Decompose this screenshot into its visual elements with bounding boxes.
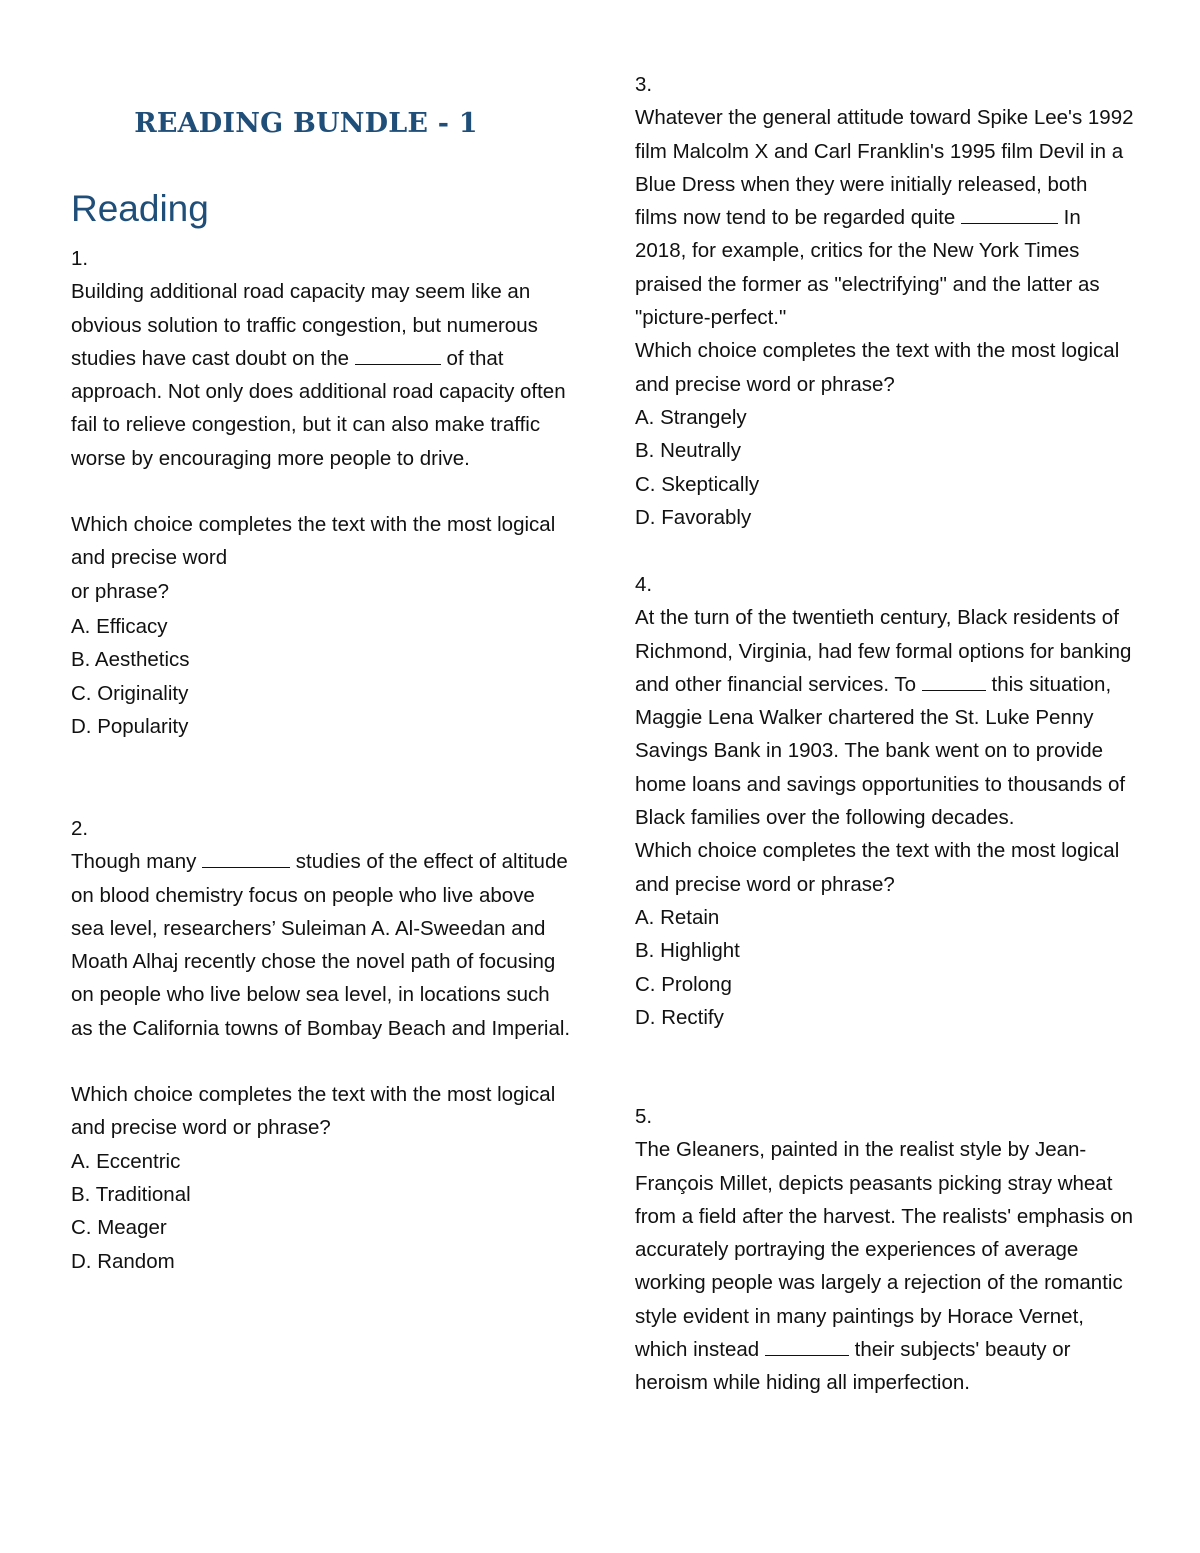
answer-blank xyxy=(765,1337,849,1356)
question-number: 1. xyxy=(71,247,89,270)
answer-blank xyxy=(961,205,1058,224)
answer-option-c: C. Skeptically xyxy=(635,472,760,496)
passage-text: their subjects' beauty or heroism while hiding all imperfection. xyxy=(635,1338,1071,1395)
question-passage xyxy=(635,1133,1135,1399)
answer-blank xyxy=(355,346,441,365)
passage-text: this situation, Maggie Lena Walker chartered the St. Luke Penny Savings Bank in 1903. The bank went on to provide home loans and savings opportunities to thousands of Black families over the following decades. xyxy=(635,672,1126,830)
question-prompt: or phrase? xyxy=(71,579,170,603)
answer-option-c: C. Meager xyxy=(71,1216,167,1240)
answer-option-d: D. Random xyxy=(71,1249,175,1273)
answer-option-d: D. Favorably xyxy=(635,505,752,529)
answer-blank xyxy=(922,672,986,691)
passage-text: Though many xyxy=(71,850,197,874)
answer-options xyxy=(71,610,571,743)
passage-text: The Gleaners, painted in the realist style by Jean-François Millet, depicts peasants picking stray wheat from a field after the harvest. The realists' emphasis on accurately portraying the experiences of average working people was largely a rejection of the romantic style evident in many paintings by Horace Vernet, which instead xyxy=(635,1138,1134,1362)
question-number: 5. xyxy=(635,1105,653,1128)
answer-option-c: C. Originality xyxy=(71,681,189,705)
question-passage xyxy=(635,101,1135,334)
question-4 xyxy=(635,568,1135,1034)
answer-option-a: A. Eccentric xyxy=(71,1149,181,1173)
passage-text: of that approach. Not only does additional road capacity often fail to relieve congestion, but it can also make traffic worse by encouraging more people to drive. xyxy=(71,346,566,470)
question-2 xyxy=(71,812,571,1278)
answer-option-c: C. Prolong xyxy=(635,972,732,996)
question-prompt: Which choice completes the text with the most logical and precise word or phrase? xyxy=(635,339,1120,396)
question-passage xyxy=(635,601,1135,834)
answer-options xyxy=(71,1145,571,1278)
question-number: 2. xyxy=(71,817,89,840)
question-prompt: Which choice completes the text with the most logical and precise word or phrase? xyxy=(71,1083,556,1140)
answer-option-a: A. Efficacy xyxy=(71,614,168,638)
answer-option-a: A. Retain xyxy=(635,905,720,929)
question-5 xyxy=(635,1100,1135,1400)
section-heading: Reading xyxy=(71,188,209,229)
question-prompt: Which choice completes the text with the most logical and precise word or phrase? xyxy=(635,839,1120,896)
passage-text: In 2018, for example, critics for the New York Times praised the former as "electrifying" and the latter as "picture-perfect." xyxy=(635,206,1100,330)
question-prompt: Which choice completes the text with the most logical and precise word xyxy=(71,513,556,570)
answer-option-b: B. Highlight xyxy=(635,939,740,963)
answer-option-d: D. Rectify xyxy=(635,1005,724,1029)
answer-blank xyxy=(202,849,290,868)
question-number: 3. xyxy=(635,73,653,96)
answer-option-b: B. Traditional xyxy=(71,1182,191,1206)
question-passage xyxy=(71,275,571,475)
question-number: 4. xyxy=(635,573,653,596)
answer-option-d: D. Popularity xyxy=(71,714,189,738)
passage-text: Whatever the general attitude toward Spike Lee's 1992 film Malcolm X and Carl Franklin's 1995 film Devil in a Blue Dress when they were initially released, both films now tend to be regarded quite xyxy=(635,106,1134,230)
passage-text: Building additional road capacity may seem like an obvious solution to traffic congestion, but numerous studies have cast doubt on the xyxy=(71,280,538,370)
passage-text: At the turn of the twentieth century, Black residents of Richmond, Virginia, had few formal options for banking and other financial services. To xyxy=(635,606,1132,696)
answer-options xyxy=(635,901,1135,1034)
question-3 xyxy=(635,68,1135,534)
question-1 xyxy=(71,242,571,743)
answer-options xyxy=(635,401,1135,534)
passage-text: studies of the effect of altitude on blood chemistry focus on people who live above sea level, researchers’ Suleiman A. Al-Sweedan and Moath Alhaj recently chose the novel path of focusing on people who live below sea level, in locations such as the California towns of Bombay Beach and Imperial. xyxy=(71,850,571,1040)
answer-option-b: B. Aesthetics xyxy=(71,648,190,672)
answer-option-b: B. Neutrally xyxy=(635,439,741,463)
bundle-title: READING BUNDLE - 1 xyxy=(134,108,478,139)
answer-option-a: A. Strangely xyxy=(635,405,747,429)
question-passage xyxy=(71,845,571,1045)
